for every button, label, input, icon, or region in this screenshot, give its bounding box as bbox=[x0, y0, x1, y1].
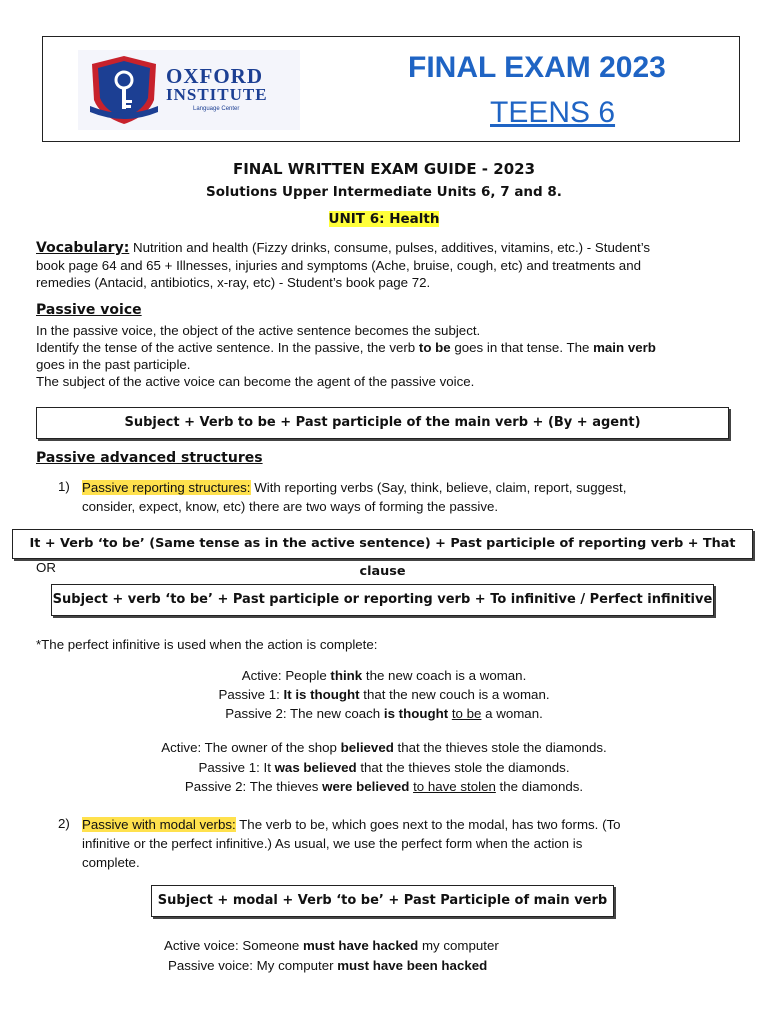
item-1-paragraph bbox=[82, 478, 722, 516]
item-2-label: Passive with modal verbs: bbox=[82, 817, 236, 832]
item-1-text-2: consider, expect, know, etc) there are two ways of forming the passive. bbox=[82, 499, 499, 514]
advanced-heading: Passive advanced structures bbox=[36, 450, 263, 466]
subject-formula: Subject + verb ‘to be’ + Past participle or reporting verb + To infinitive / Perfect infinitive bbox=[52, 592, 713, 607]
passive-line-3: goes in the past participle. bbox=[36, 357, 191, 372]
vocabulary-label: Vocabulary: bbox=[36, 240, 130, 256]
examples-group-1 bbox=[0, 666, 768, 723]
modal-active-example: Active voice: Someone must have hacked my computer bbox=[164, 938, 499, 953]
vocabulary-line-3: remedies (Antacid, antibiotics, x-ray, etc) - Student’s book page 72. bbox=[36, 275, 431, 290]
modal-examples bbox=[164, 936, 499, 975]
passive-line-1: In the passive voice, the object of the active sentence becomes the subject. bbox=[36, 323, 481, 338]
passive-line-2d: main verb bbox=[593, 340, 656, 355]
item-1-number: 1) bbox=[58, 479, 70, 494]
modal-formula-box bbox=[151, 885, 614, 917]
example-2-active: Active: The owner of the shop believed that the thieves stole the diamonds. bbox=[161, 740, 607, 755]
exam-subtitle: TEENS 6 bbox=[490, 96, 616, 129]
vocabulary-line-2: book page 64 and 65 + Illnesses, injuries and symptoms (Ache, bruise, cough, etc) and treatments and bbox=[36, 258, 641, 273]
vocabulary-paragraph bbox=[36, 239, 716, 291]
passive-line-2a: Identify the tense of the active sentence. In the passive, the verb bbox=[36, 340, 419, 355]
guide-subtitle: Solutions Upper Intermediate Units 6, 7 and 8. bbox=[206, 184, 562, 200]
modal-passive-example: Passive voice: My computer must have been hacked bbox=[168, 957, 488, 973]
it-formula-box bbox=[12, 529, 753, 579]
guide-title: FINAL WRITTEN EXAM GUIDE - 2023 bbox=[232, 160, 536, 178]
logo-sub: INSTITUTE bbox=[166, 85, 268, 104]
passive-heading: Passive voice bbox=[36, 302, 142, 318]
passive-formula-box bbox=[36, 407, 729, 439]
example-1-active: Active: People think the new coach is a woman. bbox=[241, 668, 527, 683]
logo-name: OXFORD bbox=[166, 64, 263, 88]
example-1-passive-1: Passive 1: It is thought that the new couch is a woman. bbox=[218, 687, 550, 702]
oxford-logo bbox=[78, 50, 300, 130]
or-label: OR bbox=[36, 560, 56, 575]
examples-group-2 bbox=[0, 738, 768, 797]
passive-paragraph bbox=[36, 322, 726, 390]
unit-label: UNIT 6: Health bbox=[328, 211, 440, 227]
passive-line-4: The subject of the active voice can become the agent of the passive voice. bbox=[36, 374, 475, 389]
item-2-text-1: The verb to be, which goes next to the modal, has two forms. (To bbox=[235, 817, 621, 832]
perfect-infinitive-note: *The perfect infinitive is used when the action is complete: bbox=[36, 637, 378, 652]
passive-formula: Subject + Verb to be + Past participle of the main verb + (By + agent) bbox=[124, 415, 641, 430]
passive-line-2b: to be bbox=[418, 340, 451, 355]
item-1-text-1: With reporting verbs (Say, think, believe, claim, report, suggest, bbox=[250, 480, 627, 495]
example-2-passive-1: Passive 1: It was believed that the thieves stole the diamonds. bbox=[198, 759, 570, 775]
logo-tag: Language Center bbox=[193, 106, 240, 112]
vocabulary-line-1: Nutrition and health (Fizzy drinks, consume, pulses, additives, vitamins, etc.) - Student’s bbox=[133, 240, 651, 255]
passive-line-2c: goes in that tense. The bbox=[450, 340, 594, 355]
item-2-number: 2) bbox=[58, 816, 70, 831]
it-formula: It + Verb ‘to be’ (Same tense as in the active sentence) + Past participle of reporting verb + That clause bbox=[29, 536, 736, 579]
example-1-passive-2: Passive 2: The new coach is thought to be a woman. bbox=[225, 706, 543, 721]
subject-formula-box bbox=[51, 584, 714, 616]
exam-title: FINAL EXAM 2023 bbox=[408, 51, 666, 84]
item-2-paragraph bbox=[82, 815, 722, 872]
item-2-text-2: infinitive or the perfect infinitive.) As usual, we use the perfect form when the action is bbox=[82, 836, 583, 851]
example-2-passive-2: Passive 2: The thieves were believed to have stolen the diamonds. bbox=[184, 779, 584, 794]
unit-heading bbox=[0, 211, 768, 227]
item-2-text-3: complete. bbox=[82, 855, 140, 870]
item-1-label: Passive reporting structures: bbox=[82, 480, 251, 495]
modal-formula: Subject + modal + Verb ‘to be’ + Past Participle of main verb bbox=[157, 893, 608, 908]
